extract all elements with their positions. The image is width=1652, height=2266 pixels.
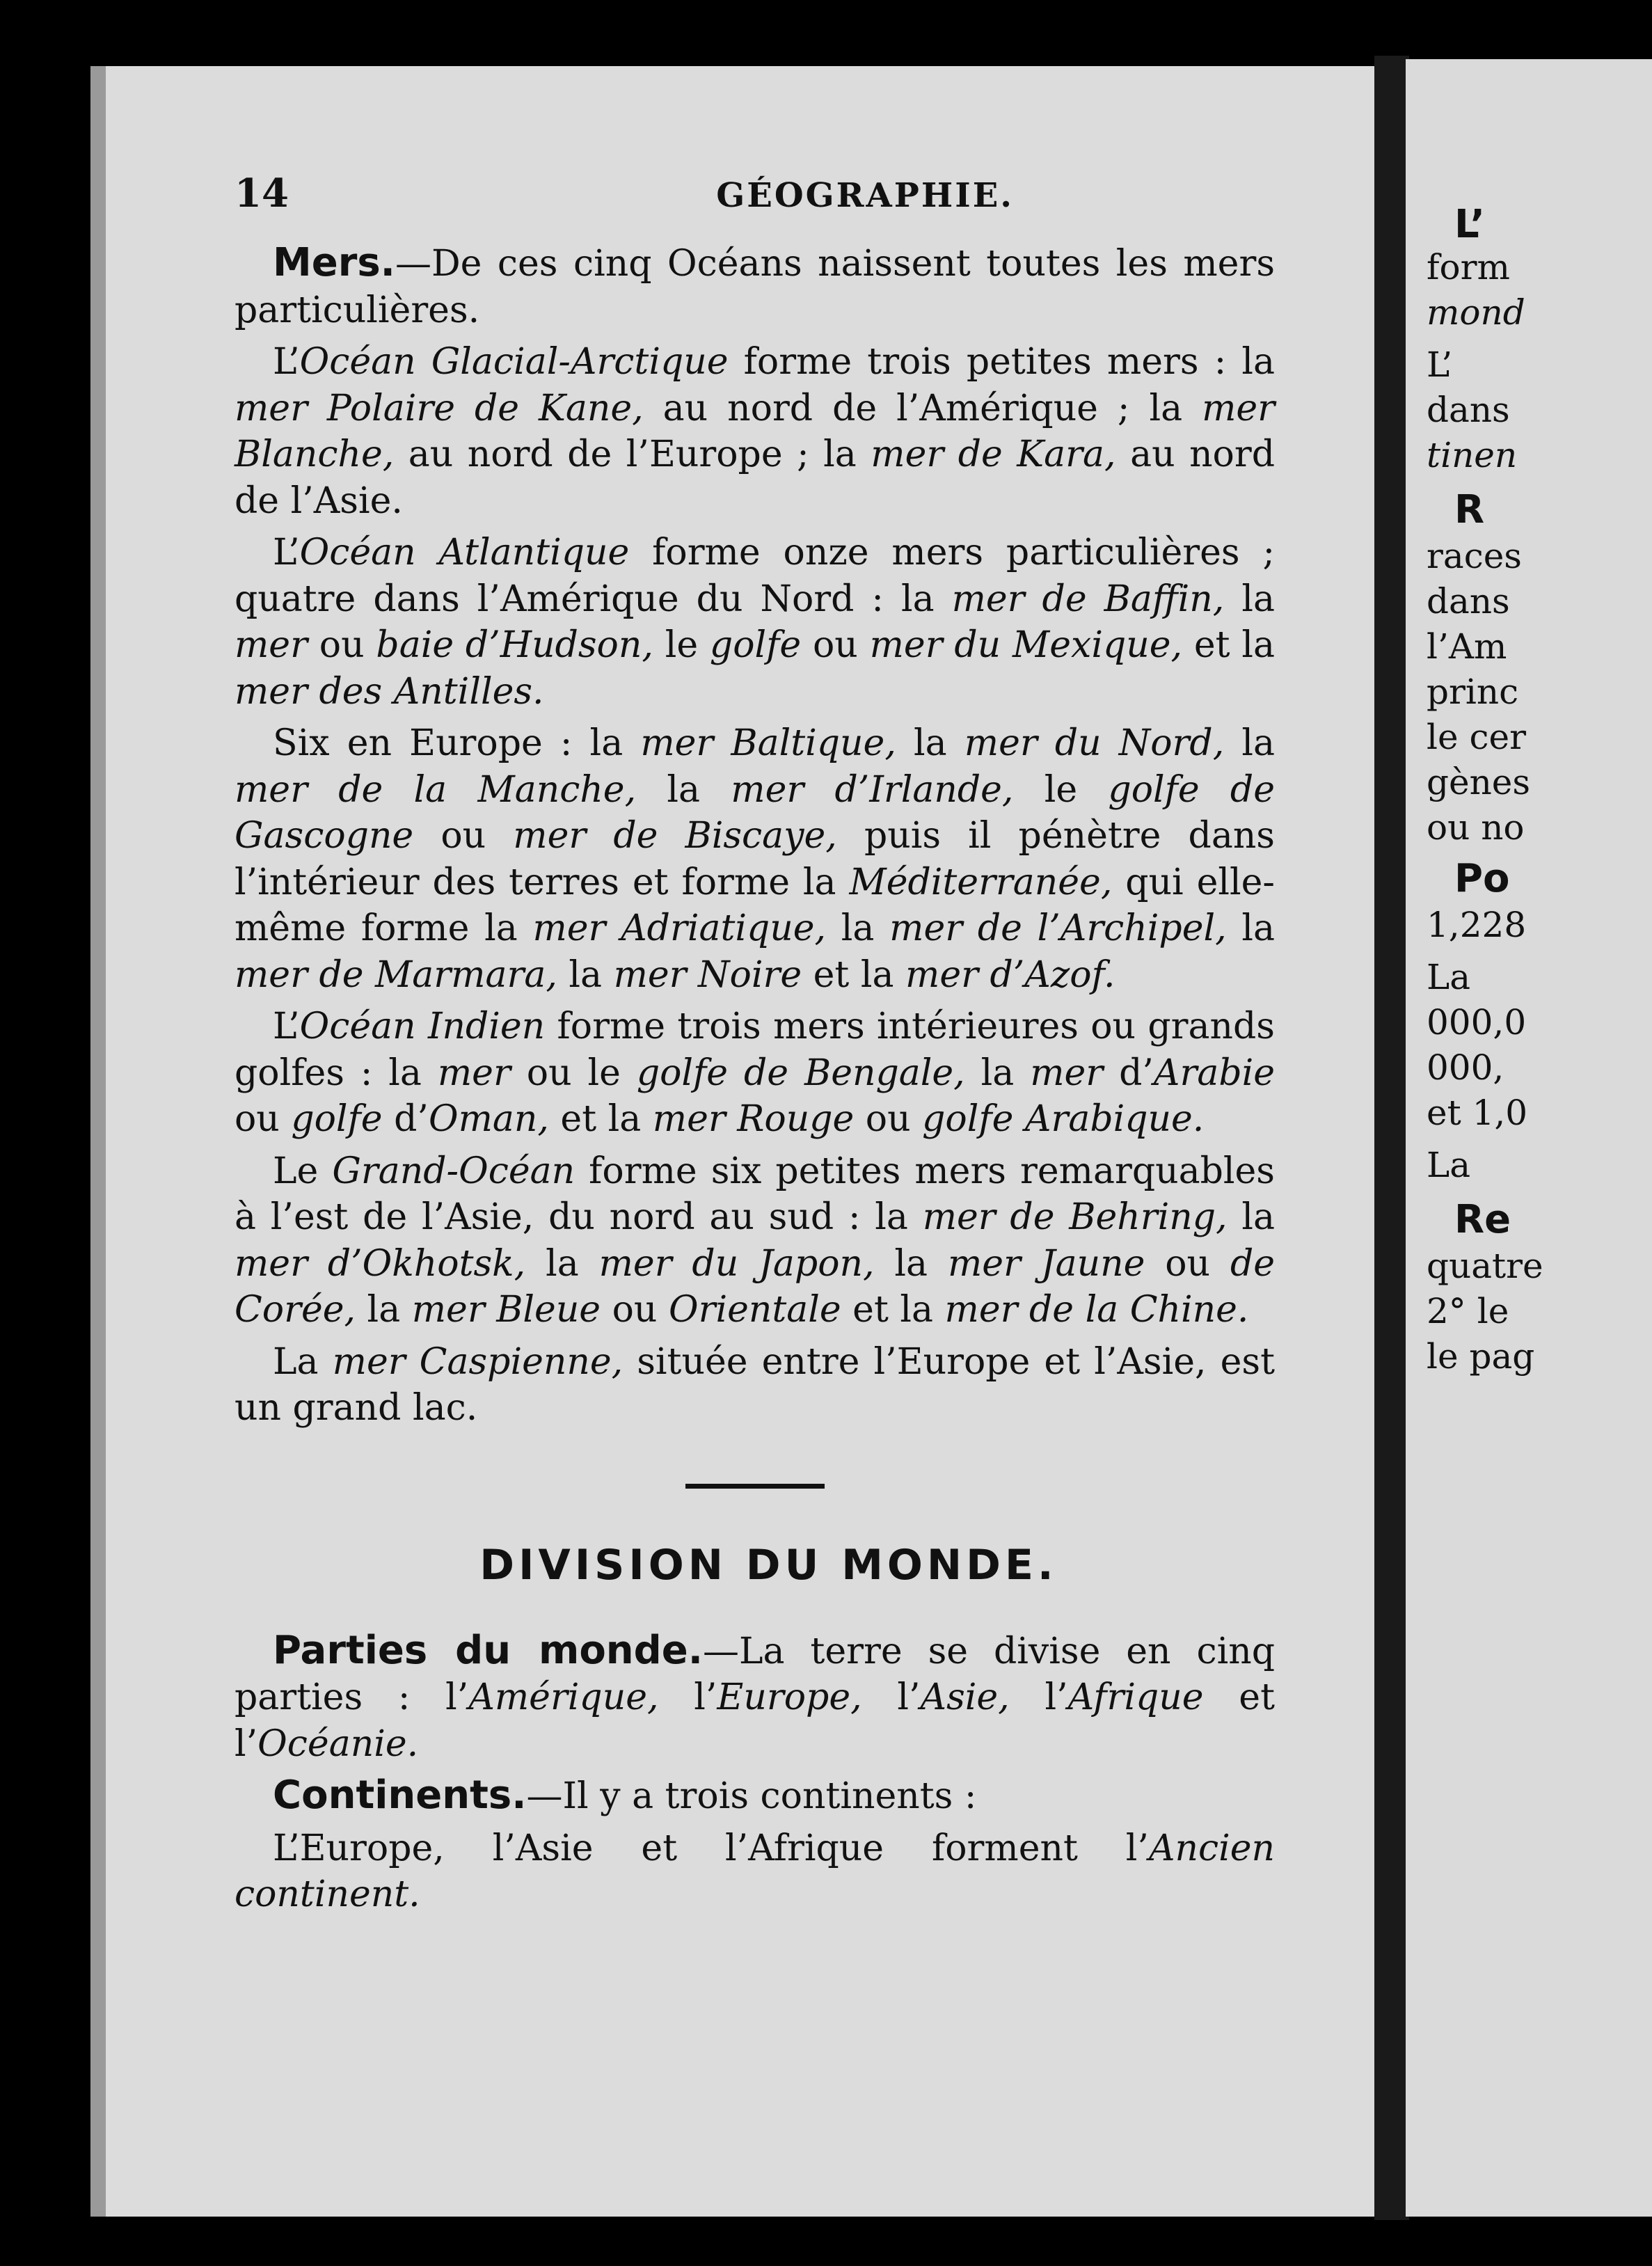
italic-segment: mer de Behring,	[922, 1196, 1228, 1238]
italic-segment: mer Noire	[613, 953, 802, 996]
italic-segment: mer de Biscaye,	[513, 815, 837, 857]
text-segment: —Il y a trois continents :	[526, 1775, 977, 1817]
text-segment: la	[1227, 1196, 1275, 1238]
italic-segment: Ancien continent.	[235, 1827, 1275, 1915]
text-segment: la	[826, 908, 890, 949]
running-title: GÉOGRAPHIE.	[716, 176, 1014, 215]
italic-segment: mer Blanche,	[235, 387, 1276, 475]
page-number: 14	[235, 171, 289, 216]
paragraph	[235, 339, 1275, 524]
facing-page-line: dans	[1427, 390, 1510, 430]
italic-segment: mer	[437, 1052, 511, 1094]
facing-page-line: et 1,0	[1427, 1093, 1528, 1133]
page-text-block	[235, 171, 1275, 1924]
text-segment: et la	[548, 1098, 653, 1140]
text-segment: forme trois mers intérieures ou grands golfes : la	[235, 1006, 1275, 1094]
italic-segment: mer Baltique,	[640, 722, 896, 764]
italic-segment: mer Rouge	[652, 1098, 855, 1140]
italic-segment: Orientale	[668, 1289, 841, 1331]
facing-page-line: gènes	[1427, 762, 1531, 802]
facing-page-line: form	[1427, 247, 1510, 287]
text-segment: l’	[1009, 1677, 1068, 1718]
text-segment: forme six petites mers remarquables à l’est de l’Asie, du nord au sud : la	[235, 1150, 1275, 1238]
italic-segment: mer du Nord,	[964, 722, 1225, 764]
left-page	[90, 66, 1381, 2217]
text-segment: la	[874, 1242, 948, 1285]
section-rule	[685, 1484, 825, 1489]
running-head	[235, 171, 1014, 240]
italic-segment: mer Polaire de Kane,	[235, 387, 644, 429]
text-segment: Le	[273, 1150, 333, 1192]
text-segment: et l’	[235, 1677, 1275, 1765]
paragraph	[235, 240, 1275, 333]
text-segment: la	[1224, 578, 1275, 620]
italic-segment: Océan Atlantique	[299, 532, 630, 573]
italic-segment: Méditerranée,	[849, 861, 1113, 903]
text-segment: la	[896, 722, 964, 764]
text-segment: la	[557, 953, 614, 996]
paragraph-lead: Continents.	[273, 1773, 527, 1818]
italic-segment: mer	[1030, 1052, 1104, 1094]
text-segment: au nord de l’Asie.	[235, 434, 1276, 522]
italic-segment: Arabie	[1153, 1052, 1276, 1094]
paragraph	[235, 530, 1275, 715]
facing-page-line: le cer	[1427, 717, 1526, 757]
text-segment: la	[1224, 722, 1275, 764]
italic-segment: golfe	[291, 1098, 383, 1140]
facing-page-line: ou no	[1427, 807, 1525, 848]
text-segment: puis il pénètre dans l’intérieur des terres et forme la	[235, 815, 1275, 903]
italic-segment: golfe de Gascogne	[235, 768, 1275, 857]
facing-page-line: 000,	[1427, 1047, 1504, 1088]
italic-segment: Oman,	[428, 1098, 549, 1140]
facing-page-line: 1,228	[1427, 905, 1527, 945]
paragraph	[235, 1148, 1275, 1333]
text-segment: située entre l’Europe et l’Asie, est un grand lac.	[235, 1340, 1275, 1429]
text-segment: d’	[1103, 1052, 1154, 1094]
italic-segment: Europe,	[717, 1677, 862, 1718]
italic-segment: mer Caspienne,	[332, 1340, 624, 1383]
text-segment: au nord de l’Amérique ; la	[643, 387, 1202, 429]
section-title: DIVISION DU MONDE.	[479, 1540, 1058, 1590]
italic-segment: mer de Marmara,	[235, 953, 557, 996]
text-segment: Six en Europe : la	[273, 722, 641, 764]
facing-page-line: mond	[1427, 292, 1525, 333]
facing-page-line: Re	[1454, 1197, 1511, 1242]
text-segment: ou	[801, 624, 870, 666]
italic-segment: mer des Antilles.	[235, 670, 544, 713]
section-paragraphs	[235, 1628, 1275, 1918]
text-segment: L’	[273, 341, 300, 383]
italic-segment: mer Adriatique,	[532, 908, 827, 949]
italic-segment: mer de Kara,	[871, 434, 1116, 475]
text-segment: l’	[658, 1677, 717, 1718]
text-segment: ou	[307, 624, 376, 666]
book-gutter	[1374, 56, 1409, 2220]
text-segment: l’	[861, 1677, 921, 1718]
paragraph	[235, 1004, 1275, 1143]
text-segment: le	[1013, 768, 1109, 811]
paragraph	[235, 1773, 1275, 1820]
text-segment: la	[964, 1052, 1031, 1094]
italic-segment: mer de Baffin,	[951, 578, 1225, 620]
italic-segment: mer d’Okhotsk,	[235, 1242, 526, 1285]
facing-page-line: 000,0	[1427, 1002, 1527, 1043]
text-segment: L’	[273, 532, 300, 573]
facing-page-line: R	[1454, 487, 1485, 532]
paragraph	[235, 720, 1275, 998]
text-segment: La	[273, 1340, 333, 1383]
facing-page-line: tinen	[1427, 435, 1518, 475]
text-segment: la	[356, 1289, 412, 1331]
italic-segment: de Corée,	[235, 1242, 1275, 1331]
facing-page-line: La	[1427, 1145, 1471, 1185]
text-segment: ou	[854, 1098, 923, 1140]
facing-page-line: princ	[1427, 672, 1519, 712]
italic-segment: mer	[235, 624, 308, 666]
italic-segment: golfe	[709, 624, 802, 666]
paragraph-lead: Parties du monde.	[273, 1627, 704, 1673]
italic-segment: Océan Indien	[299, 1006, 546, 1047]
text-segment: —De ces cinq Océans naissent toutes les mers particulières.	[235, 243, 1275, 331]
italic-segment: mer du Mexique,	[869, 624, 1183, 666]
facing-page-line: L’	[1427, 344, 1453, 385]
italic-segment: mer de la Chine.	[944, 1289, 1249, 1331]
text-segment: et la	[841, 1289, 945, 1331]
facing-page-line: La	[1427, 957, 1471, 997]
facing-page-line: L’	[1454, 202, 1486, 247]
text-segment: forme onze mers particulières ; quatre dans l’Amérique du Nord : la	[235, 532, 1275, 620]
italic-segment: mer d’Irlande,	[731, 768, 1014, 811]
text-segment: —La terre se divise en cinq parties : l’	[235, 1630, 1276, 1718]
italic-segment: Amérique,	[468, 1677, 659, 1718]
italic-segment: Océanie.	[257, 1722, 419, 1765]
text-segment: au nord de l’Europe ; la	[394, 434, 871, 475]
italic-segment: mer du Japon,	[598, 1242, 875, 1285]
italic-segment: Afrique	[1067, 1677, 1204, 1718]
paragraph	[235, 1339, 1275, 1432]
facing-page	[1406, 59, 1652, 2217]
facing-page-line: quatre	[1427, 1246, 1543, 1286]
italic-segment: Asie,	[920, 1677, 1010, 1718]
italic-segment: mer de la Manche,	[235, 768, 637, 811]
text-segment: ou	[601, 1289, 669, 1331]
body-paragraphs	[235, 240, 1275, 1432]
italic-segment: mer Jaune	[947, 1242, 1145, 1285]
facing-page-line: Po	[1454, 856, 1510, 901]
text-segment: d’	[382, 1098, 429, 1140]
text-segment: L’Europe, l’Asie et l’Afrique forment l’	[273, 1827, 1149, 1869]
text-segment: et la	[802, 953, 906, 996]
text-segment: la	[636, 768, 731, 811]
italic-segment: baie d’Hudson,	[376, 624, 653, 666]
facing-page-line: l’Am	[1427, 626, 1507, 667]
text-segment: qui elle-même forme la	[235, 861, 1275, 949]
text-segment: la	[1226, 908, 1275, 949]
text-segment: ou	[413, 815, 514, 857]
text-segment: forme trois petites mers : la	[728, 341, 1276, 383]
paragraph	[235, 1628, 1275, 1768]
italic-segment: Océan Glacial-Arctique	[299, 341, 729, 383]
facing-page-line: 2° le	[1427, 1291, 1509, 1331]
text-segment: ou	[1145, 1242, 1230, 1285]
italic-segment: golfe Arabique.	[922, 1098, 1205, 1140]
italic-segment: mer Bleue	[411, 1289, 601, 1331]
facing-page-line: dans	[1427, 581, 1510, 621]
italic-segment: Grand-Océan	[332, 1150, 575, 1192]
italic-segment: mer d’Azof.	[905, 953, 1115, 996]
italic-segment: golfe de Bengale,	[636, 1052, 965, 1094]
text-segment: ou le	[510, 1052, 637, 1094]
paragraph	[235, 1825, 1275, 1918]
italic-segment: mer de l’Archipel,	[889, 908, 1227, 949]
facing-page-line: le pag	[1427, 1336, 1535, 1377]
text-segment: L’	[273, 1006, 300, 1047]
paragraph-lead: Mers.	[273, 240, 395, 285]
text-segment: et la	[1182, 624, 1275, 666]
text-segment: ou	[235, 1098, 292, 1140]
text-segment: le	[653, 624, 710, 666]
text-segment: la	[525, 1242, 599, 1285]
facing-page-line: races	[1427, 536, 1522, 576]
